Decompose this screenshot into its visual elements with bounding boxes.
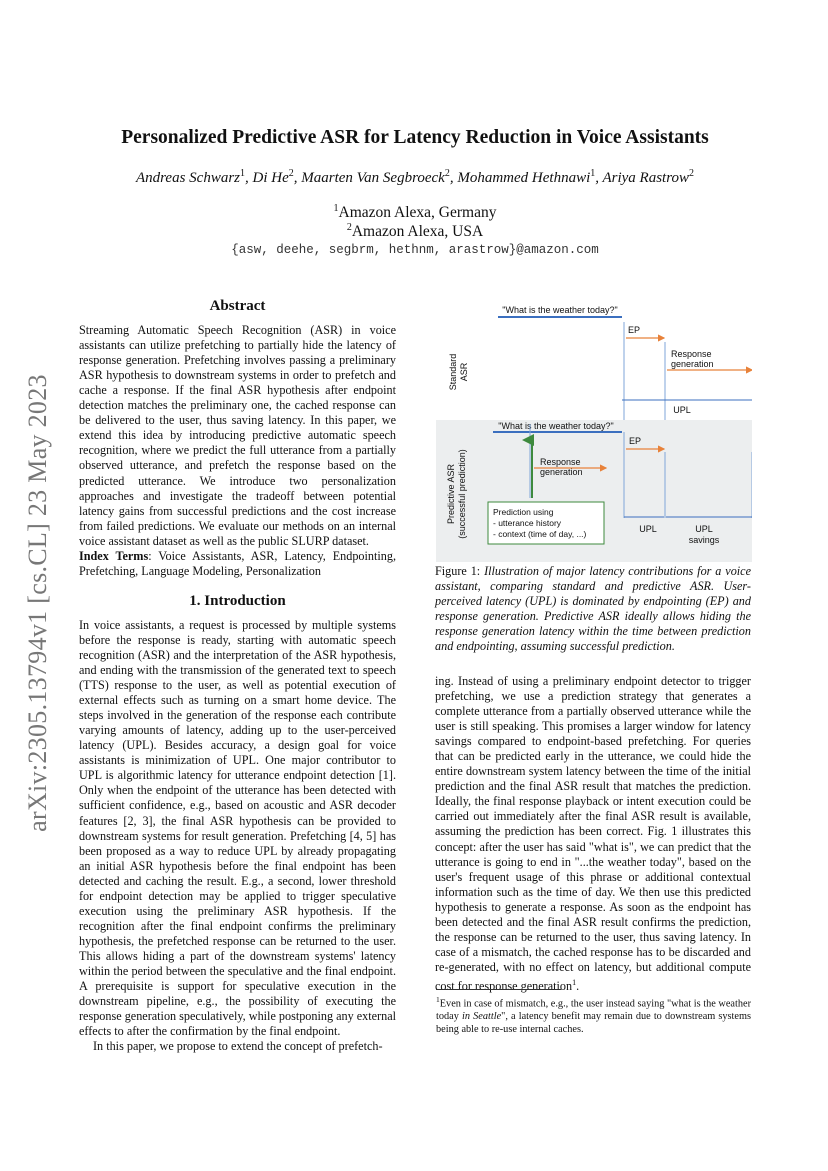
abstract-heading: Abstract (209, 298, 266, 314)
introduction-heading: 1. Introduction (189, 592, 286, 609)
affiliation: $^1$Amazon Alexa, Germany (333, 203, 497, 222)
paper-title: Personalized Predictive ASR for Latency Reduction in Voice Assistants (121, 127, 709, 148)
figure-caption: Figure 1: Illustration of major latency contributions for a voice assistant, comparing standard and predictive ASR. User-perceived latency (UPL) is dominated by endpointing (EP) and response generation. Predictive ASR ideally allows hiding the response generation latency within the time between prediction and endpointing, assuming successful prediction. (435, 564, 751, 653)
ep-label-standard: EP (628, 325, 641, 335)
upl-savings-label: UPL savings (688, 524, 720, 545)
footnote: $^1$Even in case of mismatch, e.g., the user instead saying "what is the weather today in Seattle", a latency benefit may remain due to downstream systems being able to re-use internal caches. (436, 995, 752, 1036)
author: Andreas Schwarz$^1$, (135, 168, 253, 186)
response-generation-label-standard: Response generation (671, 349, 714, 369)
upl-label-predictive: UPL (639, 524, 657, 534)
standard-asr-label: StandardASR (448, 353, 469, 391)
abstract-text: Streaming Automatic Speech Recognition (ASR) in voice assistants can utilize prefetching to partially hide the latency of response generation. Prefetching involves passing a preliminary ASR hypothesis to downstream systems in order to prefetch and cache a response. If the final ASR hypothesis after endpoint detection matches the preliminary one, the cached response can be delivered to the user, thus saving latency. In this paper, we extend this idea by introducing predictive automatic speech recognition, where we predict the full utterance from a partially observed utterance, and prefetch the response based on the predicted utterance. We introduce two personalization approaches and investigate the tradeoff between potential latency gains from successful predictions and the cost increase from failed predictions. We evaluate our methods on an internal voice assistant dataset as well as the public SLURP dataset. (79, 323, 396, 548)
upl-label-standard: UPL (673, 405, 691, 415)
affiliation: $^2$Amazon Alexa, USA (346, 222, 484, 241)
right-column (435, 674, 751, 994)
footnote-rule (436, 989, 561, 990)
author: Di He$^2$, (252, 168, 302, 186)
arxiv-identifier (18, 353, 58, 853)
author: Maarten Van Segbroeck$^2$, (301, 168, 458, 186)
figure-1 (436, 302, 752, 562)
utterance-label-standard: "What is the weather today?" (502, 305, 618, 315)
predictive-asr-label: Predictive ASR(successful prediction) (446, 449, 467, 539)
index-terms: Index Terms: Voice Assistants, ASR, Latency, Endpointing, Prefetching, Language Modeling, Personalization (79, 548, 397, 578)
author: Mohammed Hethnawi$^1$, (457, 168, 603, 186)
author-list (80, 168, 750, 187)
intro-paragraph: In this paper, we propose to extend the concept of prefetch- (93, 1039, 383, 1054)
intro-paragraph: In voice assistants, a request is processed by multiple systems before the response is ready, starting with automatic speech recognition (ASR) and the interpretation of the ASR hypothesis, and ending with the transmission of the generated text to speech (TTS) response to the user, as well as potential execution of external effects such as turning on a smart home device. The steps involved in the generation of the response each contribute varying amounts of latency, adding up to the user-perceived latency (UPL). Besides accuracy, a design goal for voice assistants is minimization of UPL. One major contributor to UPL is algorithmic latency for utterance endpoint detection [1]. Only when the endpoint of the utterance has been detected with sufficient confidence, e.g., based on acoustic and ASR decoder features [2, 3], the final ASR hypothesis can be provided to downstream systems for result generation. Prefetching [4, 5] has been proposed as a way to reduce UPL by already propagating an initial ASR hypothesis before the final endpoint has been detected and caching the result. E.g., a second, lower threshold for endpoint detection may be applied to trigger speculative execution using the preliminary ASR hypothesis. If the recognition after the final endpoint confirms the preliminary hypothesis, the prefetched response can be returned to the user. This allows hiding a part of the downstream systems' latency within the period between the speculative and the final endpoint. A prerequisite is support for speculative execution in the downstream pipeline, e.g., the possibility of executing the response generation speculatively, while postponing any external effects to after the confirmation by the final endpoint. (79, 617, 397, 1039)
utterance-label-predictive: "What is the weather today?" (498, 421, 614, 431)
body-paragraph: ing. Instead of using a preliminary endpoint detector to trigger prefetching, we use a prediction strategy that generates a complete utterance from a partially observed utterance while the user is still speaking. This promises a larger window for latency savings compared to endpoint-based prefetching. For queries that can be predicted early in the utterance, we could hide the entire downstream system latency between the time of the initial prediction and the final ASR result that matches the prediction. Ideally, the final response playback or intent execution could be carried out immediately after the final ASR result is available, assuming the prediction has been correct. Fig. 1 illustrates this concept: after the user has said "what is", we can predict that the utterance is going to end in "...the weather today", based on the user's frequent usage of this phrase or additional contextual information such as the time of day. We then use this predicted hypothesis to generate a response. As soon as the endpoint has been detected and the final ASR result confirms the prediction, the response can be returned to the user, thus saving latency. In case of a mismatch, the cached response has to be discarded and re-generated, with no effect on latency, but additional compute cost for response generation$^1$. (435, 674, 751, 993)
response-generation-label-predictive: Response generation (540, 457, 583, 477)
prediction-info-text: Prediction using - utterance history - context (time of day, ...) (493, 507, 587, 539)
author: Ariya Rastrow$^2$ (602, 168, 695, 186)
left-column (79, 299, 396, 1054)
arxiv-identifier-text: arXiv:2305.13794v1 [cs.CL] 23 May 2023 (23, 374, 52, 832)
latency-diagram (436, 302, 752, 562)
author-emails: {asw, deehe, segbrm, hethnm, arastrow}@amazon.com (231, 243, 599, 257)
ep-label-predictive: EP (629, 436, 642, 446)
